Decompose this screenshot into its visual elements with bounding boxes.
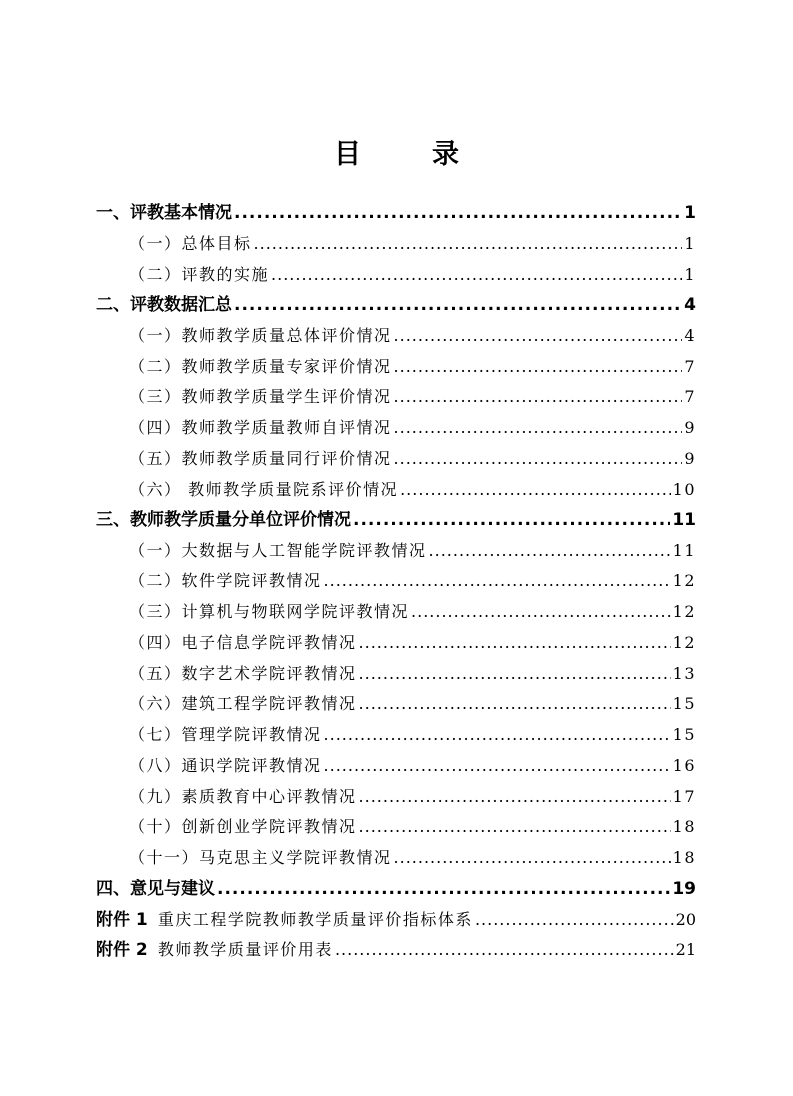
- toc-entry-label: （三）计算机与物联网学院评教情况: [129, 602, 410, 621]
- dot-leader: [234, 198, 682, 228]
- toc-entry-page: 9: [684, 418, 696, 437]
- toc-entry-page: 20: [675, 910, 696, 929]
- toc-entry-page: 7: [684, 357, 696, 376]
- toc-entry-label: [96, 935, 333, 965]
- dot-leader: [359, 689, 671, 719]
- toc-entry-label: （六） 教师教学质量院系评价情况: [129, 480, 399, 499]
- toc-entry-page: 12: [672, 633, 696, 652]
- toc-entry-label: （四）教师教学质量教师自评情况: [129, 418, 392, 437]
- toc-entry-appendix-1[interactable]: [96, 905, 696, 935]
- toc-entry-page: 18: [672, 848, 696, 867]
- toc-entry-page: 21: [675, 940, 696, 959]
- toc-entry-section-1[interactable]: [96, 198, 696, 228]
- toc-entry-label: 一、评教基本情况: [96, 203, 232, 223]
- toc-entry[interactable]: [129, 597, 696, 627]
- toc-entry-label: 三、教师教学质量分单位评价情况: [96, 510, 351, 530]
- toc-entry[interactable]: [129, 229, 696, 259]
- toc-entry-label: （九）素质教育中心评教情况: [129, 787, 357, 806]
- toc-entry-label: （四）电子信息学院评教情况: [129, 633, 357, 652]
- toc-entry-label: （一）总体目标: [129, 234, 252, 253]
- toc-entry[interactable]: [129, 382, 696, 412]
- dot-leader: [359, 659, 671, 689]
- toc-entry-page: 18: [672, 817, 696, 836]
- toc-entry-label: 二、评教数据汇总: [96, 295, 232, 315]
- dot-leader: [324, 751, 671, 781]
- toc-entry-label: （十一）马克思主义学院评教情况: [129, 848, 392, 867]
- toc-entry-page: 17: [672, 787, 696, 806]
- toc-entry[interactable]: [129, 782, 696, 812]
- toc-entry[interactable]: [129, 321, 696, 351]
- toc-entry-section-4[interactable]: [96, 874, 696, 904]
- toc-entry-page: 15: [672, 725, 696, 744]
- toc-entry-label: 四、意见与建议: [96, 879, 215, 899]
- toc-entry-page: 9: [684, 449, 696, 468]
- toc-entry[interactable]: [129, 566, 696, 596]
- toc-entry-page: 13: [672, 664, 696, 683]
- toc-entry-label: （八）通识学院评教情况: [129, 756, 322, 775]
- toc-entry-label: （一）大数据与人工智能学院评教情况: [129, 541, 427, 560]
- toc-entry-section-2[interactable]: [96, 290, 696, 320]
- toc-entry-page: 1: [684, 203, 696, 223]
- toc-title: 目 录: [334, 139, 481, 170]
- dot-leader: [359, 812, 671, 842]
- toc-entry-label: （二）评教的实施: [129, 265, 270, 284]
- dot-leader: [217, 874, 670, 904]
- toc-entry[interactable]: [129, 475, 696, 505]
- dot-leader: [394, 321, 683, 351]
- dot-leader: [394, 382, 683, 412]
- dot-leader: [429, 536, 671, 566]
- toc-entry[interactable]: [129, 536, 696, 566]
- appendix-prefix: 附件 1: [96, 910, 148, 930]
- dot-leader: [271, 260, 682, 290]
- appendix-title: 重庆工程学院教师教学质量评价指标体系: [157, 910, 473, 929]
- toc-entry[interactable]: [129, 751, 696, 781]
- toc-entry-section-3[interactable]: [96, 505, 696, 535]
- dot-leader: [475, 905, 674, 935]
- dot-leader: [335, 935, 674, 965]
- toc-entry-page: 11: [672, 510, 696, 530]
- toc-entry[interactable]: [129, 444, 696, 474]
- toc-entry-page: 1: [684, 265, 696, 284]
- toc-entry[interactable]: [129, 260, 696, 290]
- toc-entry-page: 10: [672, 480, 696, 499]
- dot-leader: [324, 566, 671, 596]
- dot-leader: [324, 720, 671, 750]
- toc-entry-page: 16: [672, 756, 696, 775]
- toc-entry-page: 11: [672, 541, 696, 560]
- toc-entry-label: （三）教师教学质量学生评价情况: [129, 387, 392, 406]
- toc-entry-page: 1: [684, 234, 696, 253]
- toc-entry-page: 12: [672, 602, 696, 621]
- toc-entry[interactable]: [129, 689, 696, 719]
- toc-entry-label: （七）管理学院评教情况: [129, 725, 322, 744]
- toc-entry[interactable]: [129, 720, 696, 750]
- toc-entry-label: （五）数字艺术学院评教情况: [129, 664, 357, 683]
- toc-entry[interactable]: [129, 659, 696, 689]
- dot-leader: [394, 352, 683, 382]
- appendix-title: 教师教学质量评价用表: [157, 940, 333, 959]
- toc-entry-page: 19: [672, 879, 696, 899]
- dot-leader: [394, 843, 671, 873]
- toc-entry-label: [96, 905, 473, 935]
- dot-leader: [394, 444, 683, 474]
- toc-entry-label: （二）软件学院评教情况: [129, 571, 322, 590]
- toc-entry-page: 4: [684, 295, 696, 315]
- toc-entry-page: 12: [672, 571, 696, 590]
- appendix-prefix: 附件 2: [96, 940, 148, 960]
- dot-leader: [359, 782, 671, 812]
- dot-leader: [359, 628, 671, 658]
- dot-leader: [353, 505, 670, 535]
- toc-entry-label: （一）教师教学质量总体评价情况: [129, 326, 392, 345]
- toc-entry[interactable]: [129, 628, 696, 658]
- toc-entry-page: 4: [684, 326, 696, 345]
- dot-leader: [234, 290, 682, 320]
- toc-entry-appendix-2[interactable]: [96, 935, 696, 965]
- toc-entry-label: （五）教师教学质量同行评价情况: [129, 449, 392, 468]
- dot-leader: [394, 413, 683, 443]
- toc-entry-page: 15: [672, 694, 696, 713]
- toc-entry-page: 7: [684, 387, 696, 406]
- toc-entry[interactable]: [129, 352, 696, 382]
- toc-entry-label: （二）教师教学质量专家评价情况: [129, 357, 392, 376]
- toc-entry-label: （六）建筑工程学院评教情况: [129, 694, 357, 713]
- dot-leader: [254, 229, 683, 259]
- toc-entry[interactable]: [129, 843, 696, 873]
- toc-entry[interactable]: [129, 812, 696, 842]
- toc-entry-label: （十）创新创业学院评教情况: [129, 817, 357, 836]
- dot-leader: [400, 475, 671, 505]
- dot-leader: [411, 597, 671, 627]
- toc-entry[interactable]: [129, 413, 696, 443]
